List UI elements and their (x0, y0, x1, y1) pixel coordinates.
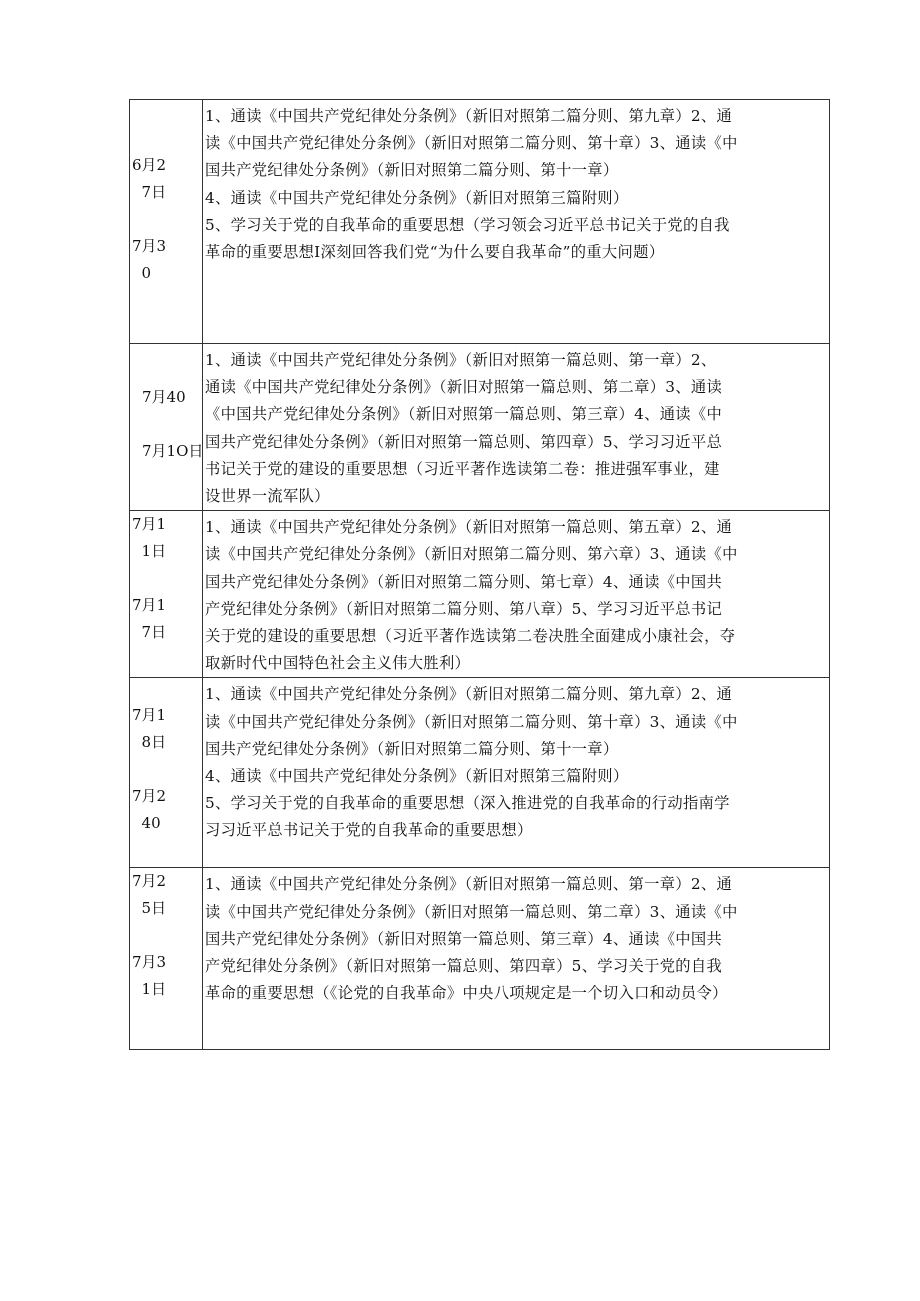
study-content-cell (203, 100, 830, 344)
study-content-line: 5、学习关于党的自我革命的重要思想（深入推进党的自我革命的行动指南学 (205, 794, 730, 813)
date-line: 5日 (132, 899, 167, 918)
study-content-line: 取新时代中国特色社会主义伟大胜利） (205, 654, 471, 673)
schedule-row (130, 511, 830, 678)
study-content-line: 设世界一流军队） (205, 487, 330, 506)
date-range-cell (130, 511, 203, 678)
study-content-line: 国共产党纪律处分条例》（新旧对照第二篇分则、第七章）4、通读《中国共 (205, 572, 723, 591)
date-line: 7月3 (132, 237, 167, 255)
date-line: 8日 (132, 733, 167, 752)
study-content-cell (203, 344, 830, 511)
date-range-cell (130, 678, 203, 868)
date-line: 7月1 (132, 515, 167, 534)
schedule-row (130, 100, 830, 344)
study-content-line: 读《中国共产党纪律处分条例》（新旧对照第二篇分则、第六章）3、通读《中 (205, 545, 738, 564)
study-content-line: 读《中国共产党纪律处分条例》（新旧对照第一篇总则、第二章）3、通读《中 (205, 902, 738, 921)
study-content-cell (203, 678, 830, 868)
date-line (132, 206, 202, 233)
study-content-line: 国共产党纪律处分条例》（新旧对照第一篇总则、第三章）4、通读《中国共 (205, 929, 723, 948)
study-content-line: 1、通读《中国共产党纪律处分条例》（新旧对照第二篇分则、第九章）2、通 (205, 107, 733, 125)
date-line: 7月2 (132, 872, 167, 891)
study-content-line: 通读《中国共产党纪律处分条例》（新旧对照第一篇总则、第二章）3、通读 (205, 378, 723, 397)
study-content-line: 国共产党纪律处分条例》（新旧对照第一篇总则、第四章）5、学习习近平总 (205, 432, 723, 451)
date-line (142, 411, 202, 438)
study-content-line: 产党纪律处分条例》（新旧对照第一篇总则、第四章）5、学习关于党的自我 (205, 957, 723, 976)
date-line: 7月1 (132, 596, 167, 615)
study-content-line: 4、通读《中国共产党纪律处分条例》（新旧对照第三篇附则） (205, 188, 629, 207)
study-content-line: 书记关于党的建设的重要思想（习近平著作选读第二卷：推进强军事业，建 (205, 459, 720, 478)
date-line: 7月1 (132, 706, 167, 725)
study-content-line: 4、通读《中国共产党纪律处分条例》（新旧对照第三篇附则） (205, 767, 629, 786)
study-content-line: 1、通读《中国共产党纪律处分条例》（新旧对照第一篇总则、第一章）2、通 (205, 875, 733, 894)
schedule-row (130, 678, 830, 868)
schedule-body (130, 100, 830, 1050)
study-content-line: 读《中国共产党纪律处分条例》（新旧对照第二篇分则、第十章）3、通读《中 (205, 712, 738, 731)
date-range-cell (130, 100, 203, 344)
date-line: 7月3 (132, 953, 167, 972)
date-line: 6月2 (132, 156, 167, 174)
study-content-cell (203, 511, 830, 678)
study-schedule-table (129, 99, 830, 1050)
study-content-line: 1、通读《中国共产党纪律处分条例》（新旧对照第一篇总则、第五章）2、通 (205, 518, 733, 537)
date-line: 40 (132, 814, 161, 833)
date-line (132, 922, 202, 949)
study-content-line: 革命的重要思想（《论党的自我革命》中央八项规定是一个切入口和动员令） (205, 984, 728, 1003)
study-content-line: 5、学习关于党的自我革命的重要思想（学习领会习近平总书记关于党的自我 (205, 215, 730, 234)
study-content-line: 习习近平总书记关于党的自我革命的重要思想） (205, 821, 533, 840)
date-line (132, 565, 202, 592)
date-line: 7日 (132, 623, 167, 642)
study-content-line: 国共产党纪律处分条例》（新旧对照第二篇分则、第十一章） (205, 161, 619, 180)
study-content-line: 读《中国共产党纪律处分条例》（新旧对照第二篇分则、第十章）3、通读《中 (205, 134, 738, 153)
study-content-line: 关于党的建设的重要思想（习近平著作选读第二卷决胜全面建成小康社会，夺 (205, 627, 736, 646)
study-content-line: 国共产党纪律处分条例》（新旧对照第二篇分则、第十一章） (205, 739, 619, 758)
date-line: 7月1O日 (142, 442, 204, 460)
date-line: 7月40 (142, 388, 186, 406)
study-content-cell (203, 868, 830, 1050)
date-line: 1日 (132, 542, 167, 561)
date-line: 7月2 (132, 787, 167, 806)
schedule-row (130, 868, 830, 1050)
date-range-cell (130, 344, 203, 511)
study-content-line: 革命的重要思想I深刻回答我们党“为什么要自我革命”的重大问题） (205, 243, 665, 262)
date-range-cell (130, 868, 203, 1050)
study-content-line: 产党纪律处分条例》（新旧对照第二篇分则、第八章）5、学习习近平总书记 (205, 599, 723, 618)
study-content-line: 《中国共产党纪律处分条例》（新旧对照第一篇总则、第三章）4、通读《中 (205, 405, 723, 424)
date-line: 1日 (132, 980, 167, 999)
schedule-row (130, 344, 830, 511)
date-line (132, 756, 202, 783)
date-line: 0 (132, 264, 152, 282)
study-content-line: 1、通读《中国共产党纪律处分条例》（新旧对照第一篇总则、第一章）2、 (205, 351, 717, 369)
study-content-line: 1、通读《中国共产党纪律处分条例》（新旧对照第二篇分则、第九章）2、通 (205, 685, 733, 704)
date-line: 7日 (132, 183, 167, 201)
